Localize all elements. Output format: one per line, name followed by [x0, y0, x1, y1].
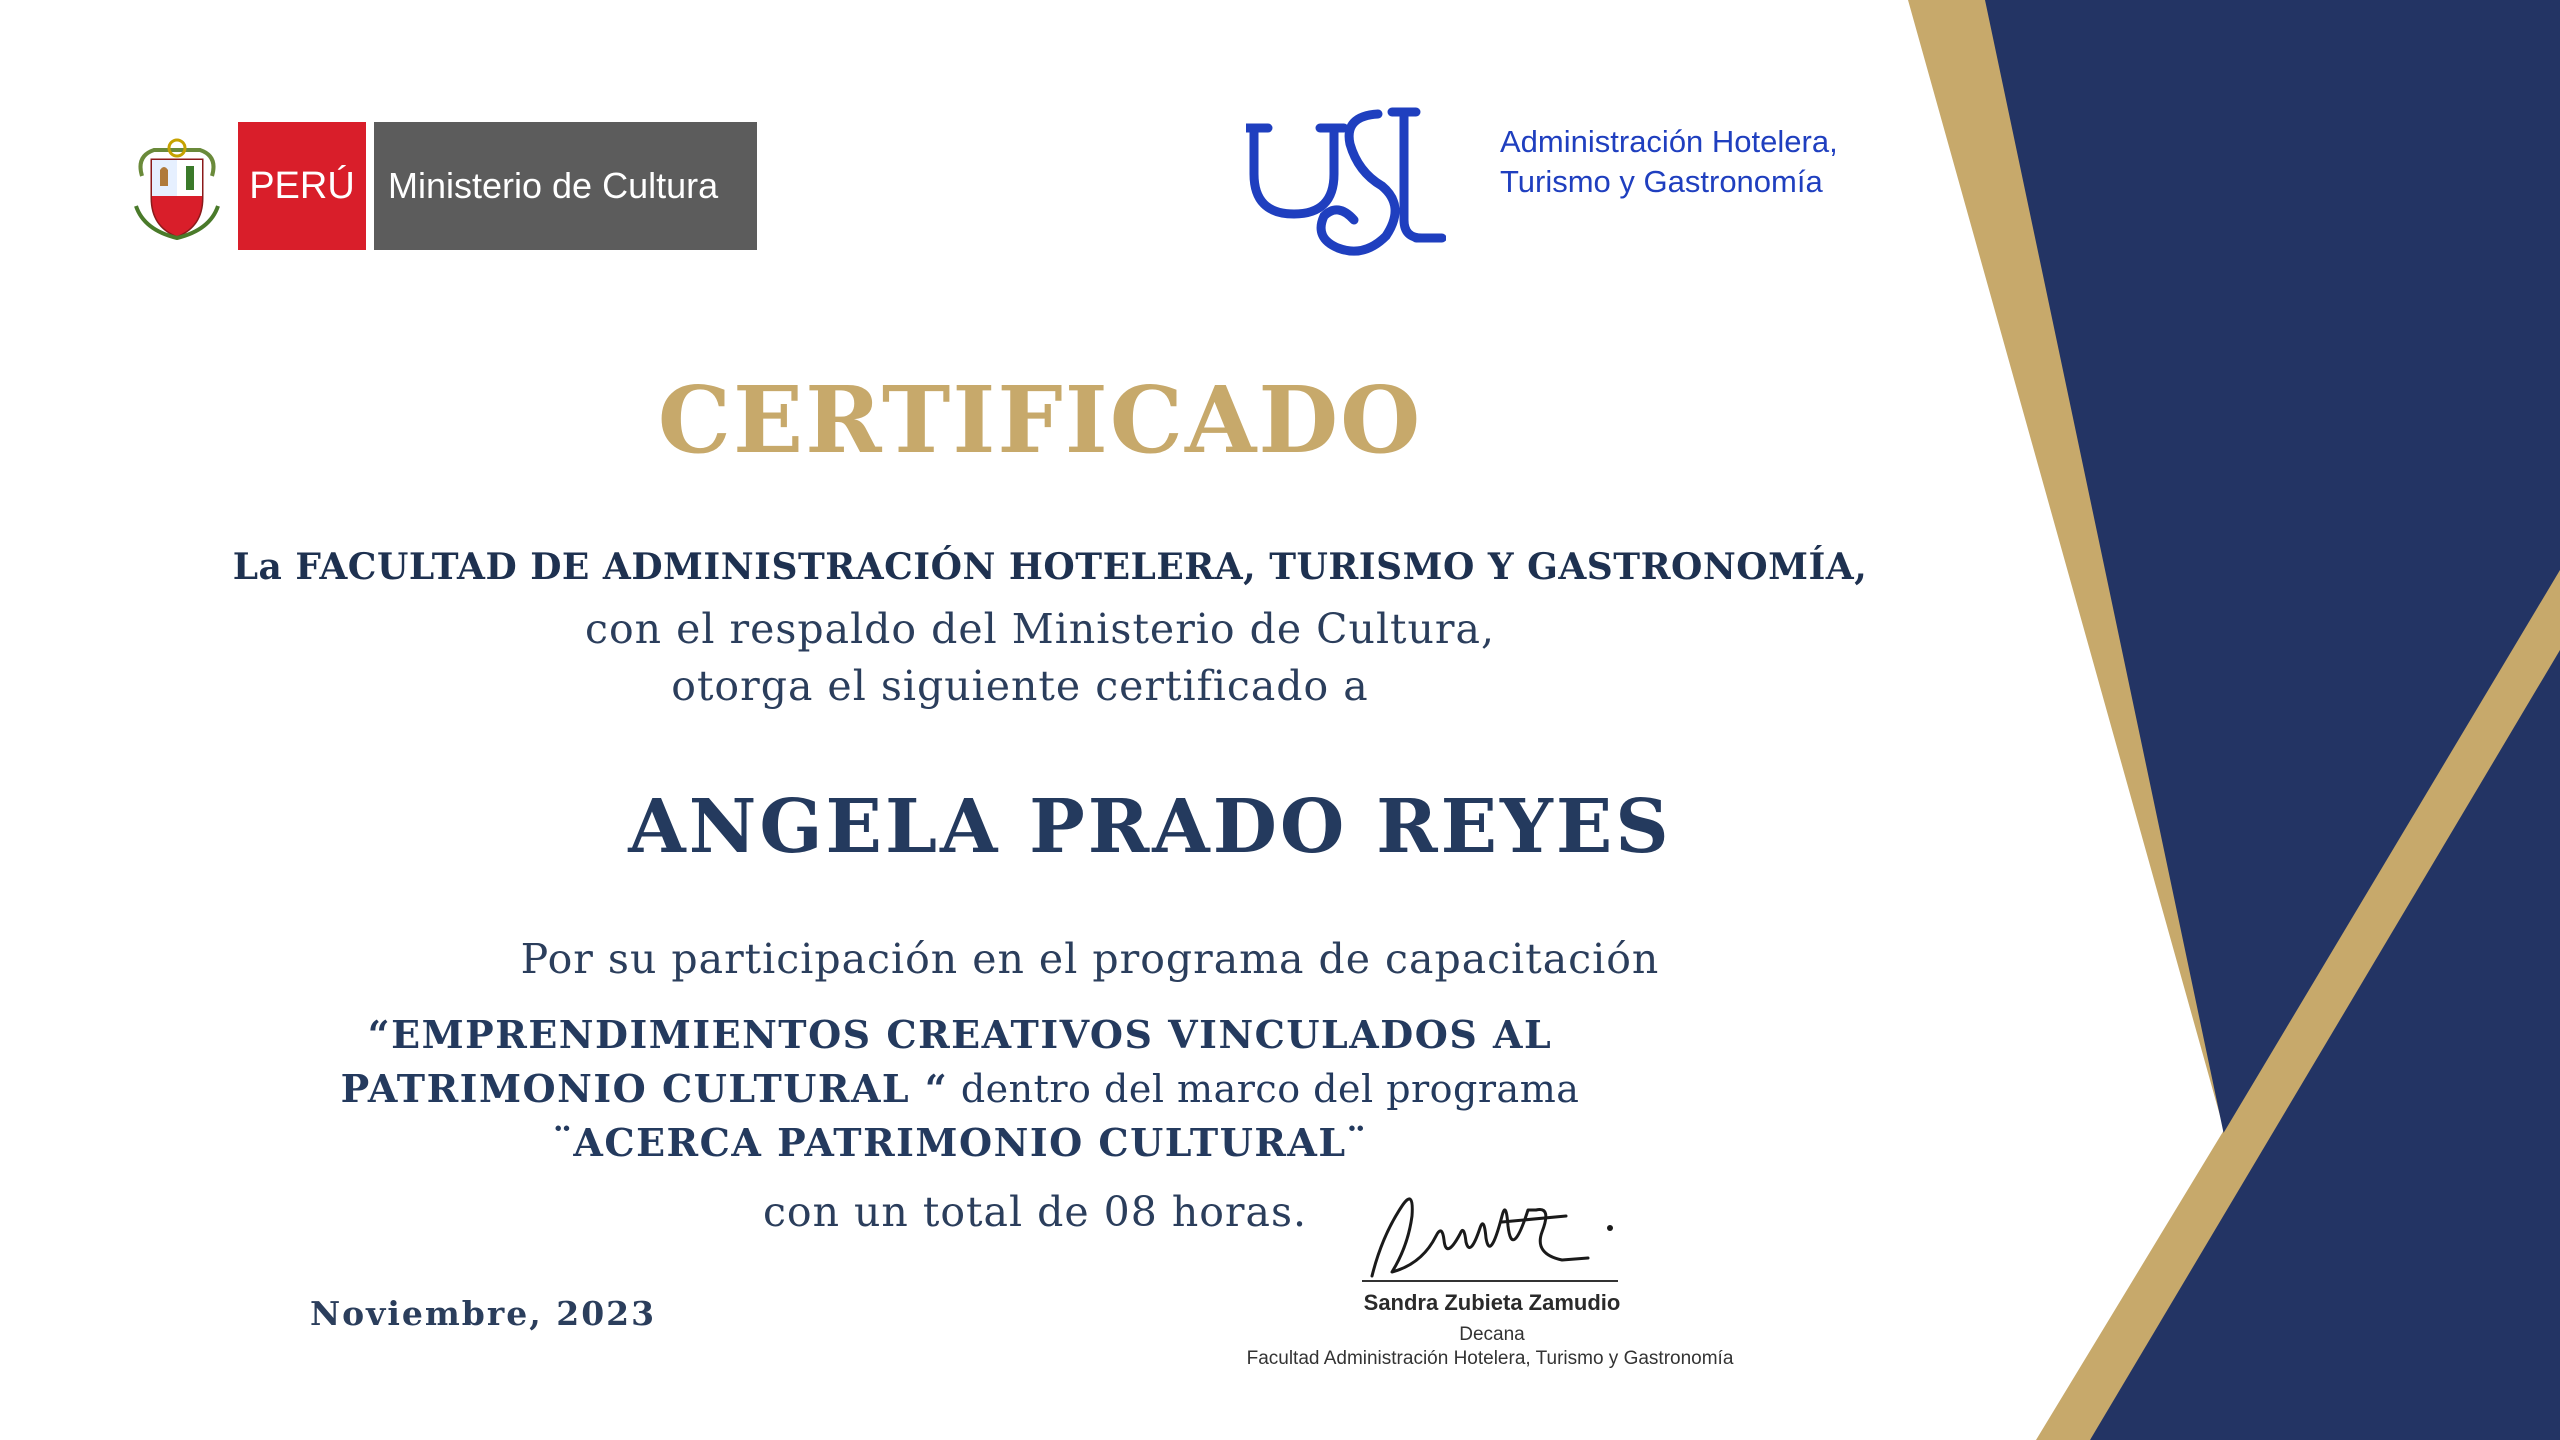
participation-line: Por su participación en el programa de capacitación [520, 935, 1660, 983]
ministry-logo-label: Ministerio de Cultura [374, 122, 757, 250]
certificate-title: CERTIFICADO [657, 366, 1423, 474]
hours-line: con un total de 08 horas. [762, 1188, 1308, 1236]
signatory-role: Decana [1459, 1324, 1525, 1345]
handwritten-signature [1352, 1176, 1632, 1294]
peru-coat-of-arms-icon [134, 136, 220, 240]
program-description [270, 1008, 1650, 1170]
recipient-name: ANGELA PRADO REYES [628, 784, 1672, 870]
usil-monogram-icon [1246, 102, 1446, 260]
support-line: con el respaldo del Ministerio de Cultura, [584, 605, 1496, 653]
issue-date: Noviembre, 2023 [310, 1294, 657, 1333]
signatory-name: Sandra Zubieta Zamudio [1363, 1290, 1621, 1315]
usil-text-line-1: Administración Hotelera, [1500, 124, 1838, 159]
program-name-secondary: ¨ACERCA PATRIMONIO CULTURAL¨ [552, 1120, 1368, 1165]
grant-line: otorga el siguiente certificado a [671, 662, 1369, 710]
program-name-primary: “EMPRENDIMIENTOS CREATIVOS VINCULADOS AL PATRIMONIO CULTURAL “ [340, 1012, 1553, 1111]
usil-faculty-label [1500, 122, 1838, 202]
faculty-line: La FACULTAD DE ADMINISTRACIÓN HOTELERA, TURISMO Y GASTRONOMÍA, [232, 546, 1868, 588]
usil-text-line-2: Turismo y Gastronomía [1500, 164, 1823, 199]
signatory-faculty: Facultad Administración Hotelera, Turismo y Gastronomía [1246, 1348, 1734, 1369]
peru-logo-label: PERÚ [238, 122, 366, 250]
program-connector: dentro del marco del programa [948, 1067, 1580, 1111]
signature-line [1362, 1280, 1618, 1282]
